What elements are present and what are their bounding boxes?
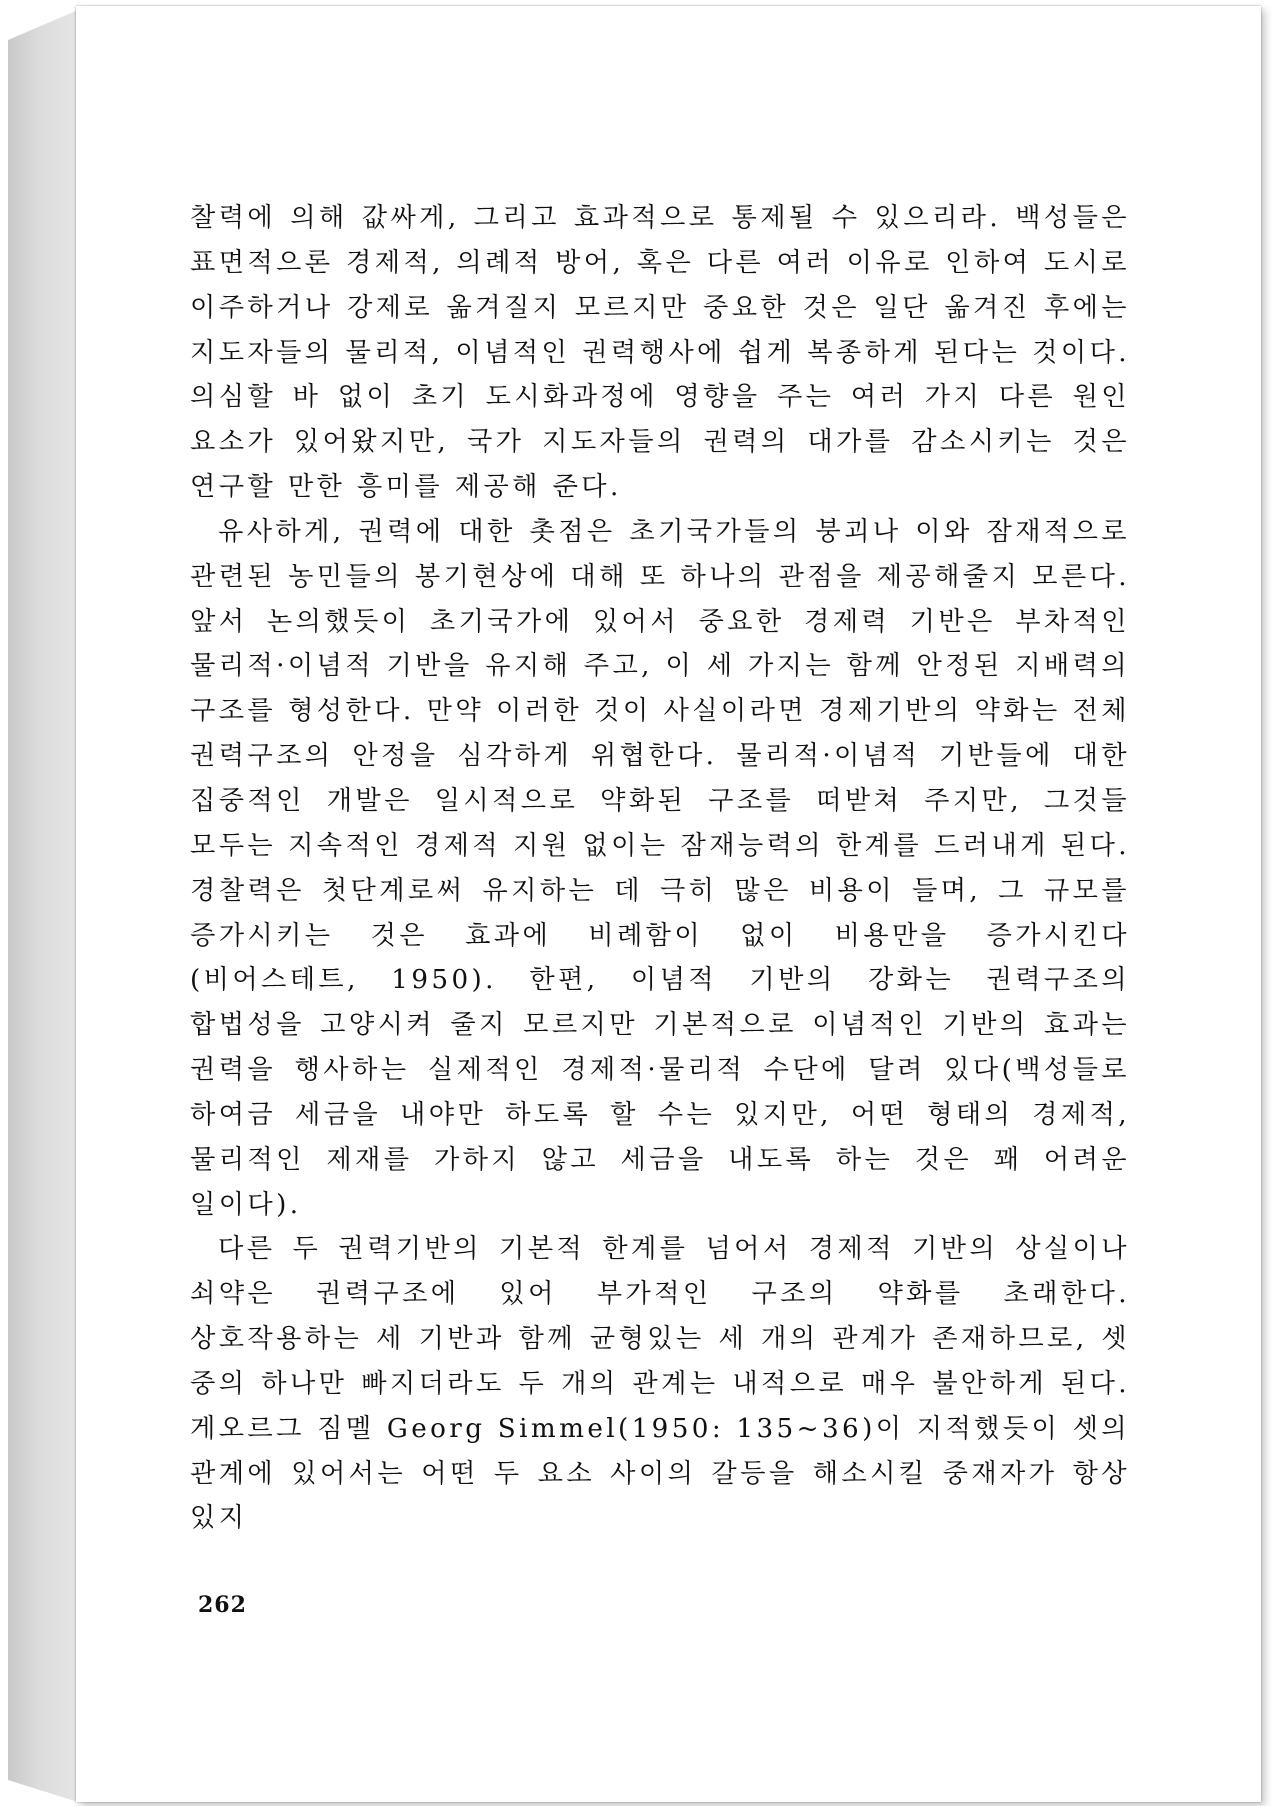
- book-spine: [8, 10, 78, 1802]
- paragraph-1: 찰력에 의해 값싸게, 그리고 효과적으로 통제될 수 있으리라. 백성들은 표면적으론 경제적, 의례적 방어, 혹은 다른 여러 이유로 인하여 도시로 이주하거나 강제로 옮겨질지 모르지만 중요한 것은 일단 옮겨진 후에는 지도자들의 물리적, 이념적인 권력행사에 쉽게 복종하게 된다는 것이다. 의심할 바 없이 초기 도시화과정에 영향을 주는 여러 가지 다른 원인 요소가 있어왔지만, 국가 지도자들의 권력의 대가를 감소시키는 것은 연구할 만한 흥미를 제공해 준다.: [190, 203, 1131, 503]
- body-text: [190, 196, 1130, 1541]
- paragraph-2: 유사하게, 권력에 대한 촛점은 초기국가들의 붕괴나 이와 잠재적으로 관련된 농민들의 봉기현상에 대해 또 하나의 관점을 제공해줄지 모른다. 앞서 논의했듯이 초기국가에 있어서 중요한 경제력 기반은 부차적인 물리적·이념적 기반을 유지해 주고, 이 세 가지는 함께 안정된 지배력의 구조를 형성한다. 만약 이러한 것이 사실이라면 경제기반의 약화는 전체 권력구조의 안정을 심각하게 위협한다. 물리적·이념적 기반들에 대한 집중적인 개발은 일시적으로 약화된 구조를 떠받쳐 주지만, 그것들 모두는 지속적인 경제적 지원 없이는 잠재능력의 한계를 드러내게 된다. 경찰력은 첫단계로써 유지하는 데 극히 많은 비용이 들며, 그 규모를 증가시키는 것은 효과에 비례함이 없이 비용만을 증가시킨다(비어스테트, 1950). 한편, 이념적 기반의 강화는 권력구조의 합법성을 고양시켜 줄지 모르지만 기본적으로 이념적인 기반의 효과는 권력을 행사하는 실제적인 경제적·물리적 수단에 달려 있다(백성들로 하여금 세금을 내야만 하도록 할 수는 있지만, 어떤 형태의 경제적, 물리적인 제재를 가하지 않고 세금을 내도록 하는 것은 꽤 어려운 일이다).: [190, 516, 1130, 1220]
- page-number: 262: [198, 1592, 247, 1618]
- paragraph-3: 다른 두 권력기반의 기본적 한계를 넘어서 경제적 기반의 상실이나 쇠약은 권력구조에 있어 부가적인 구조의 약화를 초래한다. 상호작용하는 세 기반과 함께 균형있는 세 개의 관계가 존재하므로, 셋 중의 하나만 빠지더라도 두 개의 관계는 내적으로 매우 불안하게 된다. 게오르그 짐멜 Georg Simmel(1950: 135~36)이 지적했듯이 셋의 관계에 있어서는 어떤 두 요소 사이의 갈등을 해소시킬 중재자가 항상 있지: [190, 1234, 1130, 1534]
